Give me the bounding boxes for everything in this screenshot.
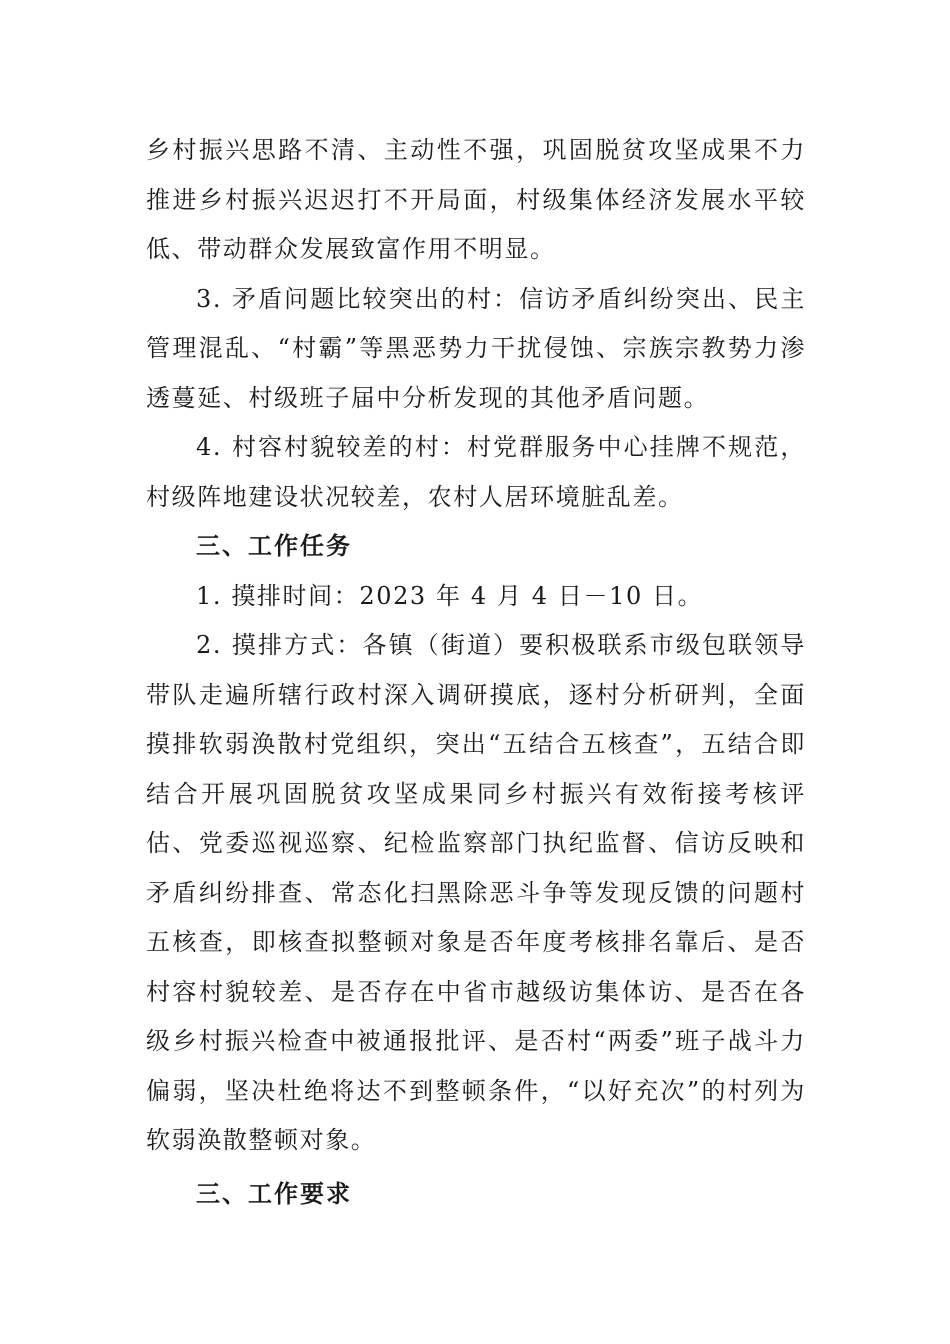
section-heading-requirements: 三、工作要求 (196, 1179, 352, 1208)
paragraph-item-3: 3. 矛盾问题比较突出的村：信访矛盾纠纷突出、民主管理混乱、“村霸”等黑恶势力干扰侵蚀、宗族宗教势力渗透蔓延、村级班子届中分析发现的其他矛盾问题。 (146, 284, 806, 412)
paragraph-item-4: 4. 村容村貌较差的村：村党群服务中心挂牌不规范，村级阵地建设状况较差，农村人居环境脏乱差。 (146, 433, 806, 511)
paragraph-continued: 乡村振兴思路不清、主动性不强，巩固脱贫攻坚成果不力推进乡村振兴迟迟打不开局面，村级集体经济发展水平较低、带动群众发展致富作用不明显。 (146, 136, 806, 263)
paragraph-task-time: 1. 摸排时间：2023 年 4 月 4 日－10 日。 (196, 581, 704, 610)
section-heading-tasks: 三、工作任务 (196, 532, 352, 560)
paragraph-task-method: 2. 摸排方式：各镇（街道）要积极联系市级包联领导带队走遍所辖行政村深入调研摸底，逐村分析研判，全面摸排软弱涣散村党组织，突出“五结合五核查”，五结合即结合开展巩固脱贫攻坚成果同乡村振兴有效衔接考核评估、党委巡视巡察、纪检监察部门执纪监督、信访反映和矛盾纠纷排查、常态化扫黑除恶斗争等发现反馈的问题村五核查，即核查拟整顿对象是否年度考核排名靠后、是否村容村貌较差、是否存在中省市越级访集体访、是否在各级乡村振兴检查中被通报批评、是否村“两委”班子战斗力偏弱，坚决杜绝将达不到整顿条件，“以好充次”的村列为软弱涣散整顿对象。 (146, 631, 806, 1154)
document-page (146, 126, 806, 1219)
